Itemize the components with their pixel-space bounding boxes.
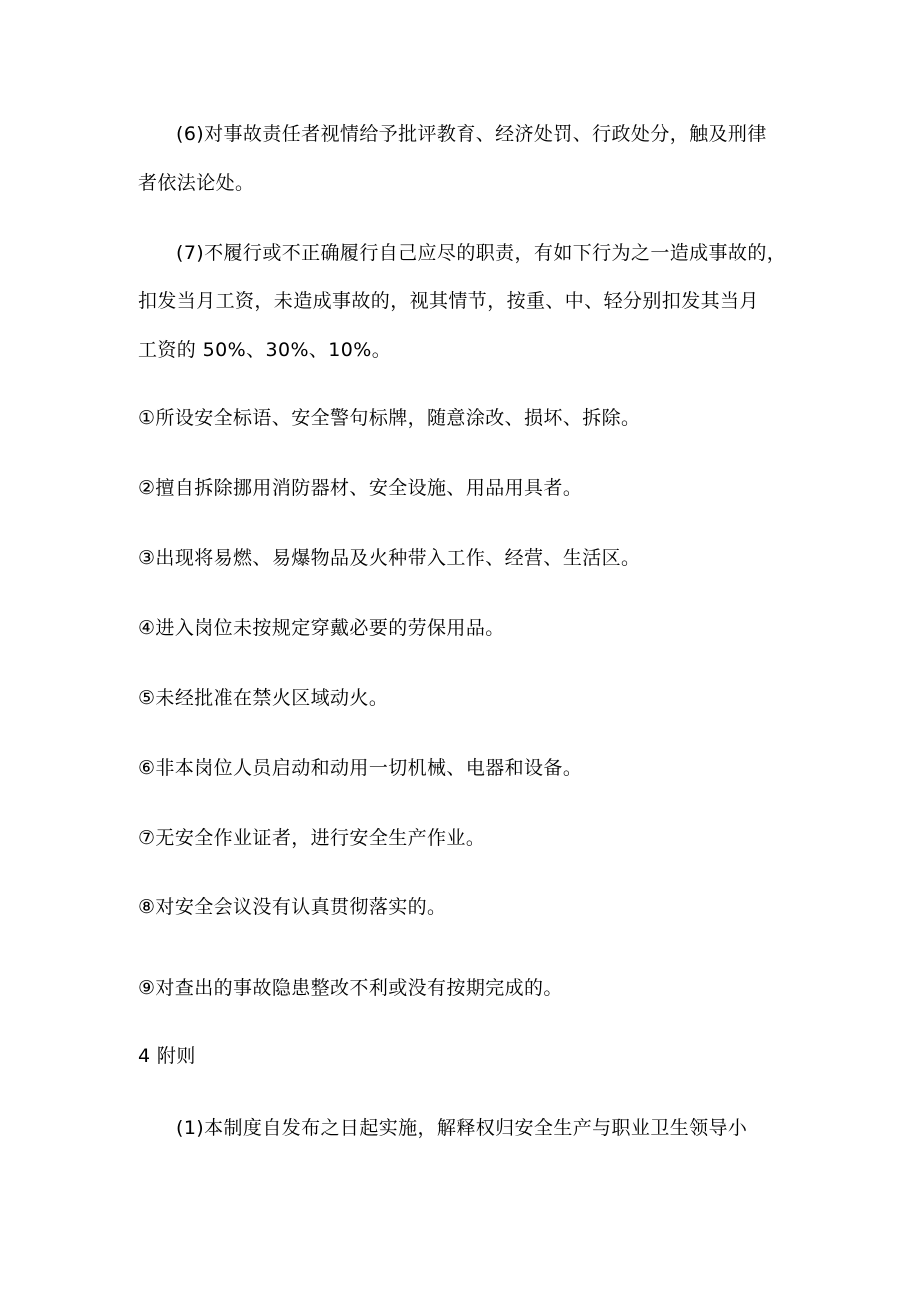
list-item-9: ⑨对查出的事故隐患整改不利或没有按期完成的。 bbox=[138, 977, 563, 999]
paragraph-6-line-2: 者依法论处。 bbox=[138, 172, 255, 194]
paragraph-7-line-3: 工资的 50%、30%、10%。 bbox=[138, 339, 392, 361]
paragraph-6-line-1: (6)对事故责任者视情给予批评教育、经济处罚、行政处分，触及刑律 bbox=[176, 123, 767, 145]
list-item-3: ③出现将易燃、易爆物品及火种带入工作、经营、生活区。 bbox=[138, 547, 641, 569]
paragraph-7-line-1: (7)不履行或不正确履行自己应尽的职责，有如下行为之一造成事故的， bbox=[176, 242, 787, 264]
paragraph-7-line-2: 扣发当月工资，未造成事故的，视其情节，按重、中、轻分别扣发其当月 bbox=[138, 290, 759, 312]
section-heading: 4 附则 bbox=[138, 1045, 196, 1067]
list-item-2: ②擅自拆除挪用消防器材、安全设施、用品用具者。 bbox=[138, 477, 583, 499]
list-item-6: ⑥非本岗位人员启动和动用一切机械、电器和设备。 bbox=[138, 757, 583, 779]
list-item-5: ⑤未经批准在禁火区域动火。 bbox=[138, 687, 389, 709]
list-item-8: ⑧对安全会议没有认真贯彻落实的。 bbox=[138, 896, 447, 918]
list-item-4: ④进入岗位未按规定穿戴必要的劳保用品。 bbox=[138, 617, 505, 639]
list-item-1: ①所设安全标语、安全警句标牌，随意涂改、损坏、拆除。 bbox=[138, 407, 641, 429]
list-item-7: ⑦无安全作业证者，进行安全生产作业。 bbox=[138, 827, 486, 849]
clause-1-line-1: (1)本制度自发布之日起实施，解释权归安全生产与职业卫生领导小 bbox=[176, 1117, 748, 1139]
